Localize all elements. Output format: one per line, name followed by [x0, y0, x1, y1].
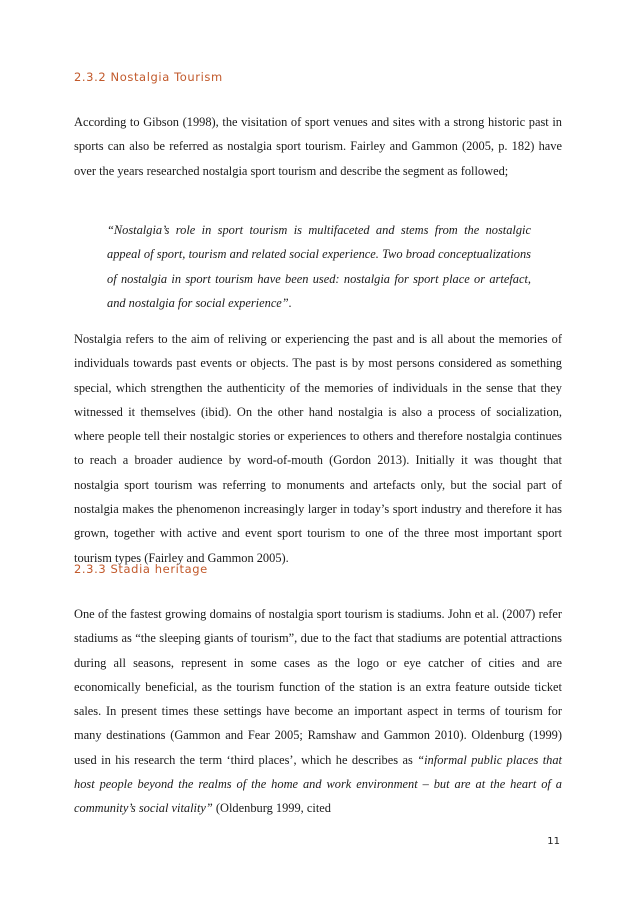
page-number: 11 — [547, 836, 560, 847]
section-heading-stadia-heritage: 2.3.3 Stadia heritage — [74, 562, 208, 576]
paragraph-intro: According to Gibson (1998), the visitation of sport venues and sites with a strong historic past in sports can also be referred as nostalgia sport tourism. Fairley and Gammon (2005, p. 182) have over the years researched nostalgia sport tourism and describe the segment as followed; — [74, 115, 562, 178]
paragraph-stadia-text: One of the fastest growing domains of nostalgia sport tourism is stadiums. John et al. (2007) refer stadiums as “the sleeping giants of tourism”, due to the fact that stadiums are potential attractions during all seasons, represent in some cases as the logo or eye catcher of cities and are economically beneficial, as the tourism function of the station is an extra feature outside ticket sales. In present times these settings have become an important aspect in terms of tourism for many destinations (Gammon and Fear 2005; Ramshaw and Gammon 2010). Oldenburg (1999) used in his research the term ‘third places’, which he describes as — [74, 607, 562, 767]
paragraph-stadia-citation: (Oldenburg 1999, cited — [212, 801, 331, 816]
paragraph-stadia-heritage — [74, 602, 562, 821]
paragraph-nostalgia-definition: Nostalgia refers to the aim of reliving or experiencing the past and is all about the memories of individuals towards past events or objects. The past is by most persons considered as something special, which strengthen the authenticity of the memories of individuals in the sense that they witnessed it themselves (ibid). On the other hand nostalgia is also a process of socialization, where people tell their nostalgic stories or experiences to others and therefore nostalgia continues to reach a broader audience by word-of-mouth (Gordon 2013). Initially it was thought that nostalgia sport tourism was referring to monuments and artefacts only, but the social part of nostalgia makes the phenomenon increasingly larger in today’s sport industry and therefore it has grown, together with active and event sport tourism to one of the three most important sport tourism types (Fairley and Gammon 2005). — [74, 332, 562, 565]
section-heading-nostalgia-tourism: 2.3.2 Nostalgia Tourism — [74, 70, 223, 84]
inline-quote-oldenburg: “informal public places that host people beyond the realms of the home and work environment – but are at the heart of a community’s social vitality” — [74, 752, 562, 816]
block-quote-fairley-gammon: “Nostalgia’s role in sport tourism is multifaceted and stems from the nostalgic appeal of sport, tourism and related social experience. Two broad conceptualizations of nostalgia in sport tourism have been used: nostalgia for sport place or artefact, and nostalgia for social experience”. — [107, 223, 531, 310]
